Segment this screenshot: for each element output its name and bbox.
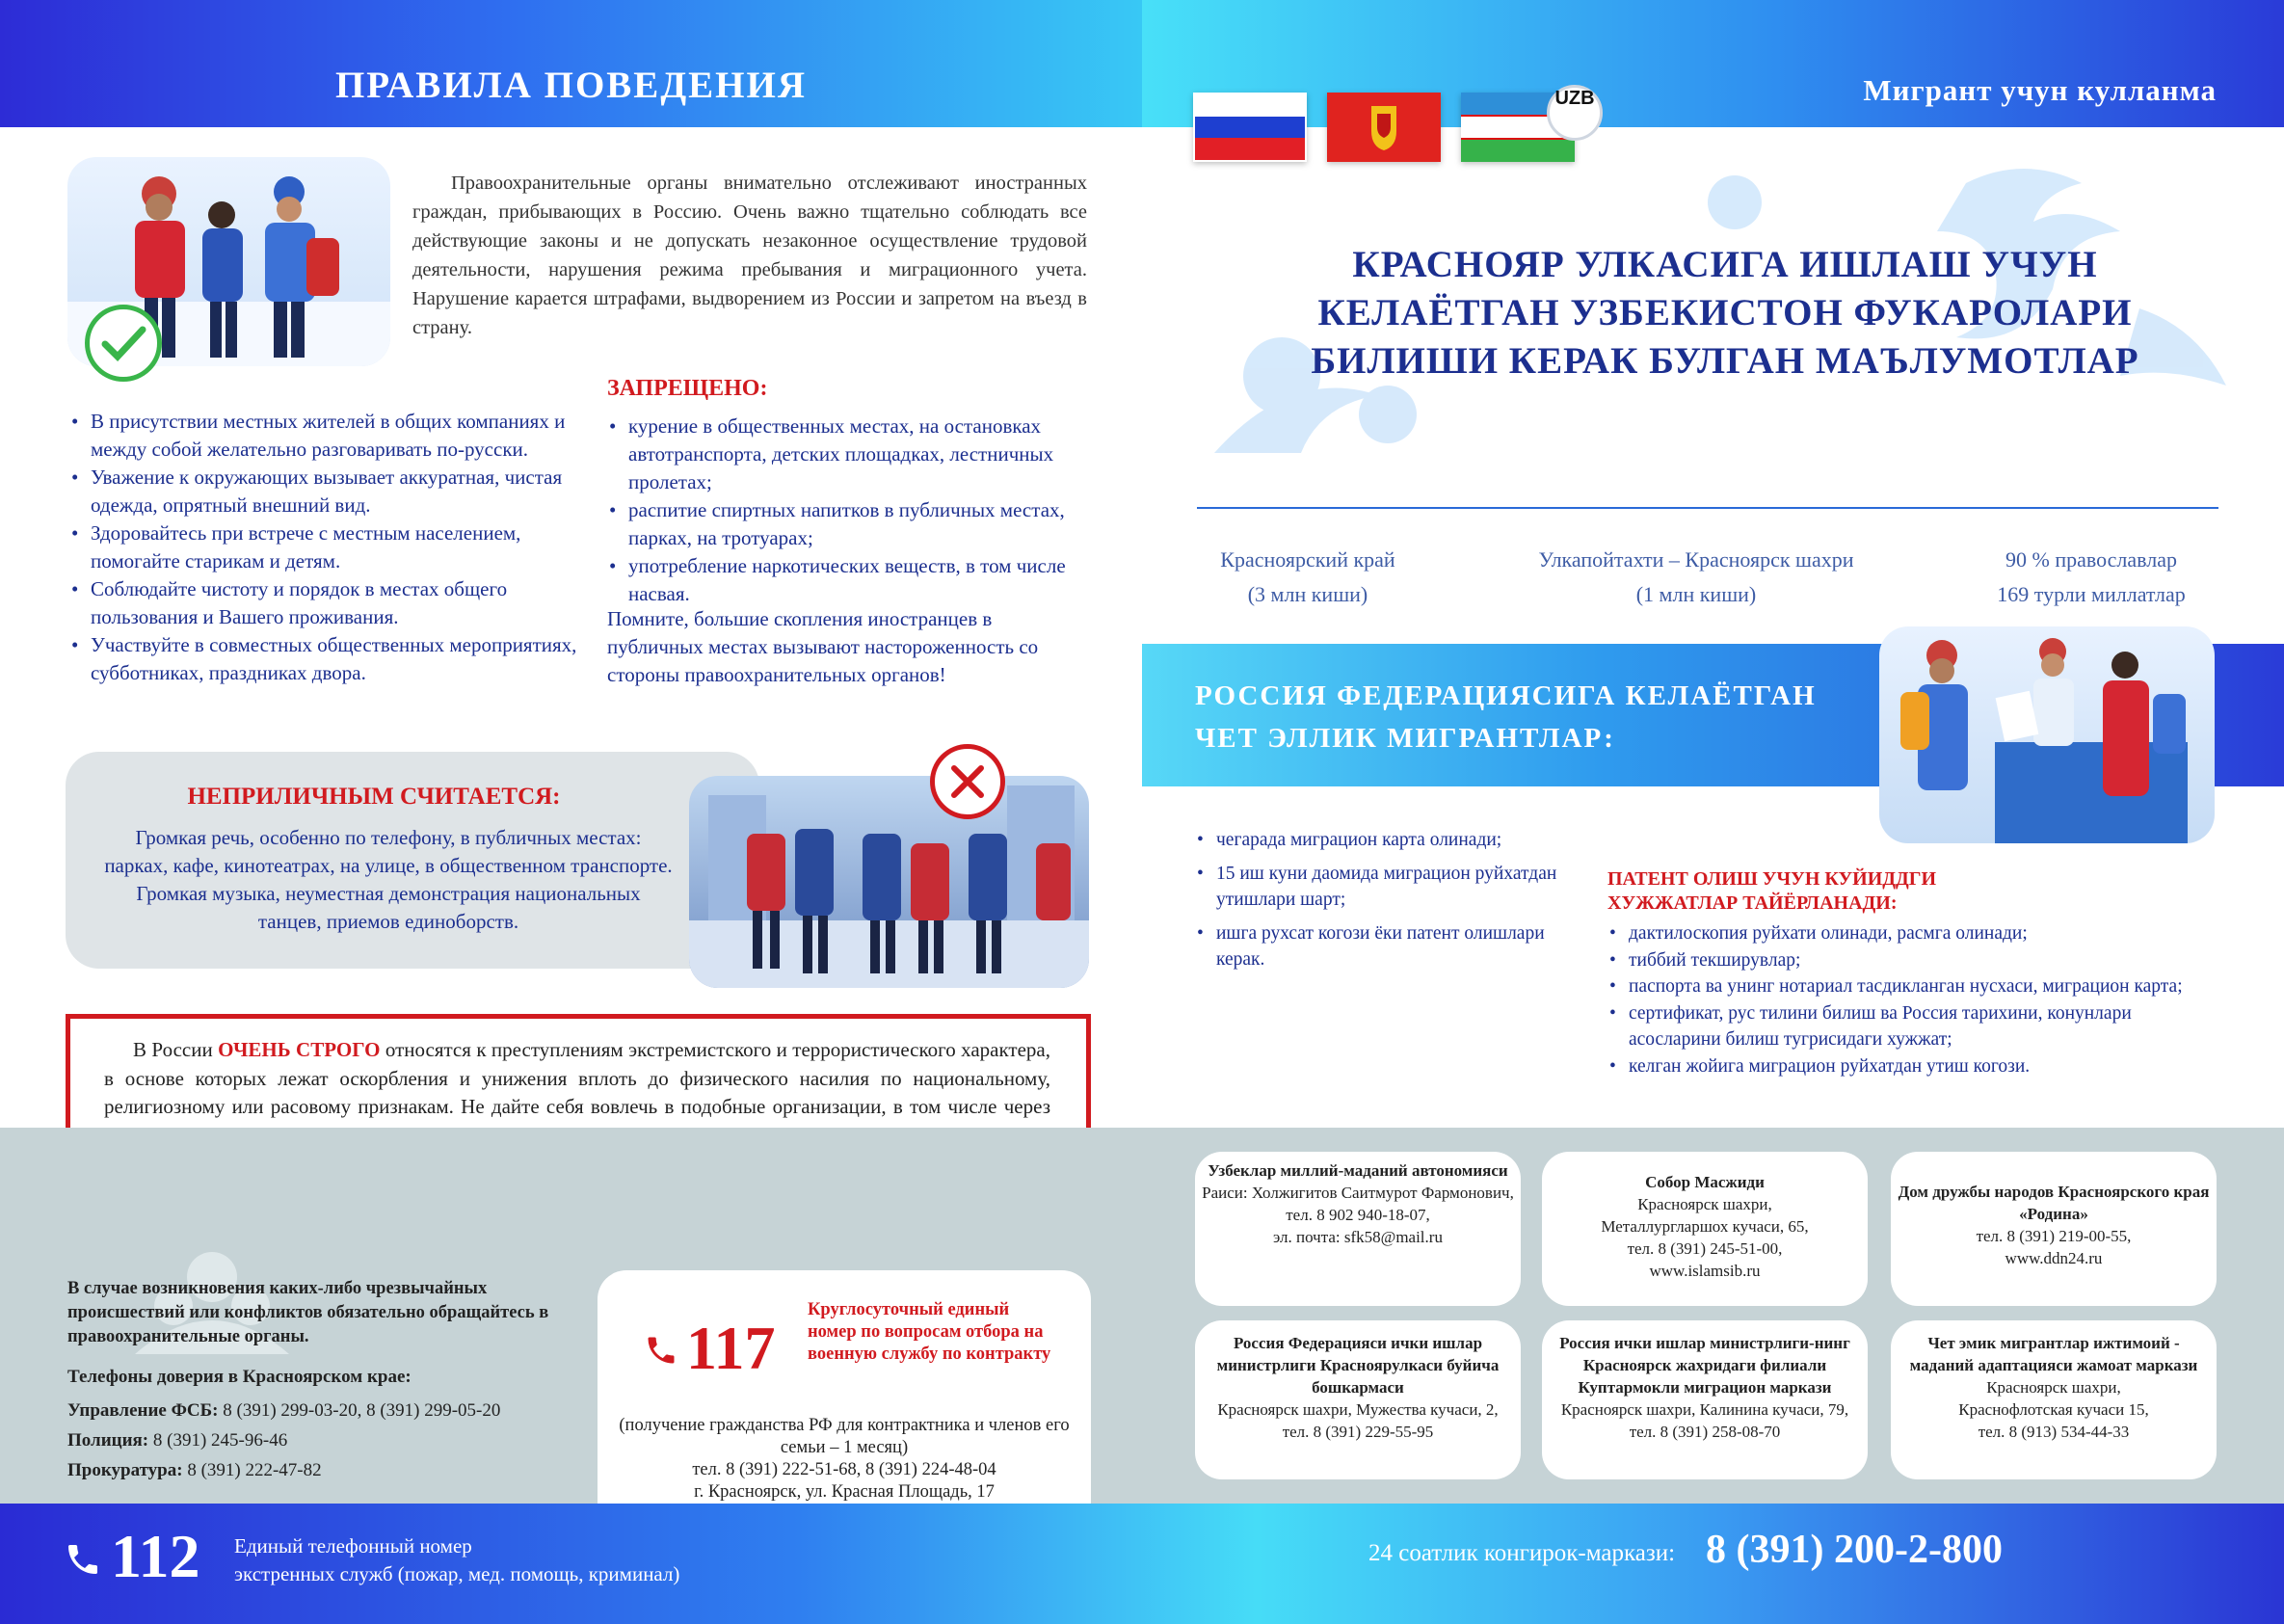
stat-region [1197,543,1419,612]
contact-line: тел. 8 (391) 219-00-55, [1976,1227,2132,1245]
forbidden-title: ЗАПРЕЩЕНО: [607,376,768,401]
hotline-117-description: Круглосуточный единый номер по вопросам отбора на военную службу по контракту [808,1300,1051,1364]
stat-line: (1 млн киши) [1635,582,1757,606]
page-title: ПРАВИЛА ПОВЕДЕНИЯ [334,65,808,106]
list-item: • ишга рухсат когози ёки патент олишлари керак. [1195,920,1561,972]
list-item: • Здоровайтесь при встрече с местным населением, помогайте старикам и детям. [69,519,590,575]
hotline-value: 8 (391) 245-96-46 [148,1430,288,1451]
recommendations-list [69,408,590,687]
hotline-117-number: 117 [686,1314,776,1382]
hotline-117-note: (получение гражданства РФ для контрактника и членов его семьи – 1 месяц) [619,1416,1070,1457]
contact-title: Дом дружбы народов Красноярского края «Родина» [1898,1183,2210,1223]
hotline-117-phones: тел. 8 (391) 222-51-68, 8 (391) 224-48-04 [692,1460,996,1479]
contact-title: Россия ички ишлар министрлиги-нинг Красноярск жахридаги филиали Куптармокли миграцион маркази [1559,1334,1850,1397]
contact-line: Красноярск шахри, Калинина кучаси, 79, [1560,1400,1849,1419]
banner-line: РОССИЯ ФЕДЕРАЦИЯСИГА КЕЛАЁТГАН [1195,680,1817,711]
contact-line: Раиси: Холжигитов Саитмурот Фармонович, [1202,1184,1514,1202]
stat-line: 169 турли миллатлар [1997,582,2186,606]
forbidden-list [607,413,1079,608]
migrant-requirements-list [1195,827,1561,972]
prohibited-icon [930,744,1005,819]
contact-line: Красноярск шахри, [1637,1195,1772,1213]
contact-card [1891,1320,2217,1479]
list-item: • употребление наркотических веществ, в том числе насвая. [607,552,1079,608]
contact-card [1542,1320,1868,1479]
contact-card [1195,1152,1521,1306]
footer-line: экстренных служб (пожар, мед. помощь, криминал) [234,1562,680,1585]
contact-title: Чет эмик мигрантлар ижтимоий - маданий адаптацияси жамоат маркази [1909,1334,2198,1374]
hotline-label: Прокуратура: [67,1460,183,1480]
list-item: • Участвуйте в совместных общественных мероприятиях, субботниках, праздниках двора. [69,631,590,687]
contact-card [1542,1152,1868,1306]
patent-documents-list [1607,920,2224,1079]
stat-capital [1484,543,1908,612]
contact-line: Металлургларшох кучаси, 65, [1601,1217,1809,1236]
list-item: • распитие спиртных напитков в публичных местах, парках, на тротуарах; [607,496,1079,552]
stat-line: Улкапойтахти – Красноярск шахри [1538,547,1854,572]
contact-line: тел. 8 (391) 258-08-70 [1629,1423,1781,1441]
list-item: • дактилоскопия руйхати олинади, расмга олинади; [1607,920,2224,947]
crowd-image [689,776,1089,988]
list-item: • курение в общественных местах, на остановках автотранспорта, детских площадках, лестничных пролетах; [607,413,1079,496]
contact-card [1195,1320,1521,1479]
phone-icon [64,1540,102,1584]
divider [1197,507,2218,509]
stat-line: 90 % православлар [2005,547,2177,572]
contact-line: Краснофлотская кучаси 15, [1958,1400,2149,1419]
list-item: • паспорта ва унинг нотариал тасдикланган нусхаси, миграцион карта; [1607,973,2224,1000]
contact-card [1891,1152,2217,1306]
uzb-badge: UZB [1547,85,1603,141]
forbidden-note: Помните, большие скопления иностранцев в публичных местах вызывают настороженность со стороны правоохранительных органов! [607,607,1039,686]
contact-title: Узбеклар миллий-маданий автономияси [1208,1161,1508,1180]
list-item: • 15 иш куни даомида миграцион руйхатдан утишлари шарт; [1195,861,1561,913]
list-item: • В присутствии местных жителей в общих компаниях и между собой желательно разговаривать по-русски. [69,408,590,464]
indecent-text: Громкая речь, особенно по телефону, в публичных местах: парках, кафе, кинотеатрах, на улице, в общественном транспорте. Громкая музыка, неуместная демонстрация национальных танцев, приемов единоборств. [104,826,673,933]
contact-line: тел. 8 902 940-18-07, [1286,1206,1430,1224]
stat-line: (3 млн киши) [1247,582,1368,606]
hotline-label: Полиция: [67,1430,149,1451]
contact-line: Красноярск шахри, Мужества кучаси, 2, [1217,1400,1499,1419]
right-page-title: КРАСНОЯР УЛКАСИГА ИШЛАШ УЧУН КЕЛАЁТГАН УЗБЕКИСТОН ФУКАРОЛАРИ БИЛИШИ КЕРАК БУЛГАН МАЪЛУМОТЛАР [1311,244,2139,382]
russia-flag [1193,93,1307,162]
patent-title: ПАТЕНТ ОЛИШ УЧУН КУЙИДДГИ ХУЖЖАТЛАР ТАЙЁРЛАНАДИ: [1607,868,1937,914]
banner-line: ЧЕТ ЭЛЛИК МИГРАНТЛАР: [1195,723,1615,754]
contact-line: Красноярск шахри, [1986,1378,2121,1397]
call-center-label: 24 соатлик конгирок-маркази: [1368,1540,1676,1566]
extremism-highlight: ОЧЕНЬ СТРОГО [218,1038,381,1061]
list-item: • келган жойига миграцион руйхатдан утиш когози. [1607,1053,2224,1080]
contact-line: эл. почта: sfk58@mail.ru [1273,1228,1443,1246]
hotline-117-details [617,1415,1072,1504]
contact-line: тел. 8 (391) 229-55-95 [1282,1423,1434,1441]
contact-line: www.islamsib.ru [1649,1262,1761,1280]
hotline-label: Управление ФСБ: [67,1400,219,1421]
contact-line: тел. 8 (391) 245-51-00, [1627,1239,1783,1258]
checkmark-icon [85,305,162,382]
emergency-number-112: 112 [111,1522,200,1590]
contact-line: www.ddn24.ru [2005,1249,2103,1267]
office-image [1879,626,2215,843]
contact-title: Собор Масжиди [1645,1173,1765,1191]
call-center-number: 8 (391) 200-2-800 [1706,1528,2003,1572]
contact-title: Россия Федерацияси ички ишлар министрлиги Красноярулкаси буйича бошкармаси [1216,1334,1500,1397]
hotlines-title: Телефоны доверия в Красноярском крае: [67,1367,412,1387]
migrants-banner-text [1195,675,1817,759]
hotline-value: 8 (391) 222-47-82 [182,1460,322,1480]
emergency-note: В случае возникновения каких-либо чрезвычайных происшествий или конфликтов обязательно обращайтесь в правоохранительные органы. [67,1279,549,1346]
emergency-112-text [234,1532,679,1588]
krasnoyarsk-flag [1327,93,1441,162]
phone-icon [644,1333,678,1372]
footer-line: Единый телефонный номер [234,1534,472,1557]
contact-line: тел. 8 (913) 534-44-33 [1978,1423,2130,1441]
intro-paragraph: Правоохранительные органы внимательно отслеживают иностранных граждан, прибывающих в Россию. Очень важно тщательно соблюдать все действующие законы и не допускать незаконное осуществление трудовой деятельности, нарушения режима пребывания и миграционного учета. Нарушение карается штрафами, выдворением из России и запретом на въезд в страну. [412,173,1087,338]
stat-line: Красноярский край [1220,547,1395,572]
header-bar-right [1142,0,2284,127]
extremism-post: относятся к преступлениям экстремистского и террористического характера, в основе которых лежат оскорбления и унижения вплоть до физического насилия по национальному, религиозному или расовому признакам. Не дайте себя вовлечь в подобные организации, в том числе через [104,1038,1050,1118]
list-item: • сертификат, рус тилини билиш ва Россия тарихини, конунлари асосларини билиш тугрисидаги хужжат; [1607,1000,2224,1053]
hotline-117-address: г. Красноярск, ул. Красная Площадь, 17 [694,1482,995,1502]
hotlines-list [67,1396,607,1485]
hotline-value: 8 (391) 299-03-20, 8 (391) 299-05-20 [218,1400,501,1421]
list-item: • чегарада миграцион карта олинади; [1195,827,1561,853]
stat-population [1956,543,2226,612]
list-item: • Уважение к окружающих вызывает аккуратная, чистая одежда, опрятный внешний вид. [69,464,590,519]
extremism-pre: В России [133,1038,219,1061]
list-item: • Соблюдайте чистоту и порядок в местах общего пользования и Вашего проживания. [69,575,590,631]
list-item: • тиббий текширувлар; [1607,947,2224,974]
indecent-title: НЕПРИЛИЧНЫМ СЧИТАЕТСЯ: [187,784,561,810]
guide-label: Мигрант учун кулланма [1863,73,2217,107]
